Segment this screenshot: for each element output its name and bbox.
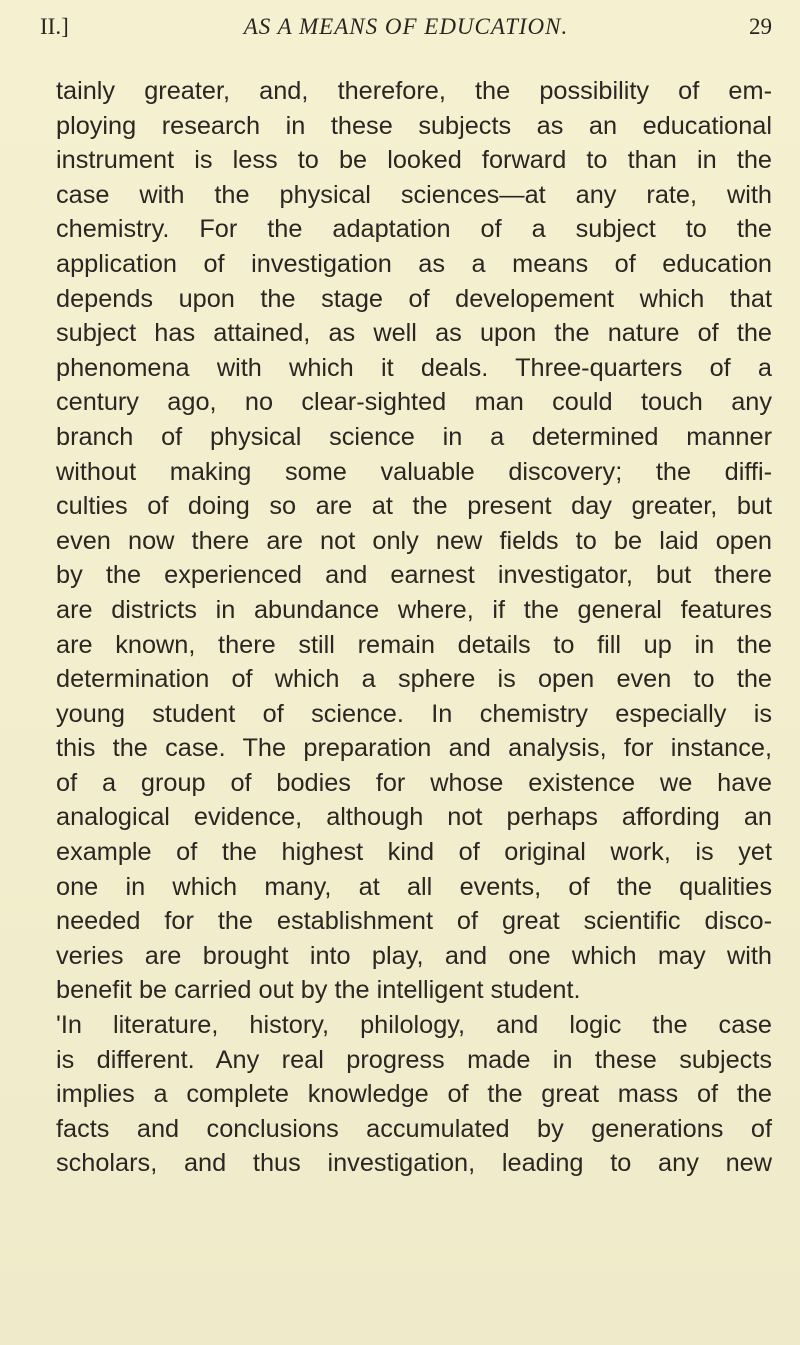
text-line: is different. Any real progress made in these subjects [56, 1045, 772, 1074]
text-line: branch of physical science in a determined manner [56, 422, 772, 451]
text-line: determination of which a sphere is open even to the [56, 665, 772, 694]
text-line: without making some valuable discovery; the diffi- [56, 457, 772, 486]
body-text [56, 74, 772, 1181]
text-line: by the experienced and earnest investigator, but there [56, 561, 772, 590]
running-head [40, 14, 772, 48]
text-line: facts and conclusions accumulated by generations of [56, 1114, 772, 1143]
paragraph-end-line: benefit be carried out by the intelligent student. [56, 976, 581, 1005]
text-line: this the case. The preparation and analysis, for instance, [56, 734, 772, 763]
text-line: tainly greater, and, therefore, the possibility of em- [56, 77, 772, 105]
text-line: application of investigation as a means of education [56, 249, 772, 278]
text-line: scholars, and thus investigation, leading to any new [56, 1149, 772, 1178]
chapter-number: II.] [40, 14, 69, 39]
text-line: culties of doing so are at the present day greater, but [56, 492, 772, 521]
text-line: analogical evidence, although not perhaps affording an [56, 803, 772, 832]
text-line: ploying research in these subjects as an educational [56, 111, 772, 140]
text-line: of a group of bodies for whose existence we have [56, 768, 772, 797]
text-line: young student of science. In chemistry especially is [56, 699, 772, 728]
text-line: phenomena with which it deals. Three-quarters of a [56, 353, 772, 382]
text-line: implies a complete knowledge of the great mass of the [56, 1080, 772, 1109]
text-line: veries are brought into play, and one which may with [56, 941, 772, 970]
text-line: needed for the establishment of great scientific disco- [56, 907, 772, 936]
text-line: subject has attained, as well as upon the nature of the [56, 319, 772, 348]
text-line: depends upon the stage of developement which that [56, 284, 772, 313]
text-line: instrument is less to be looked forward to than in the [56, 146, 772, 175]
text-line: are districts in abundance where, if the general features [56, 595, 772, 624]
paragraph-start-line: 'In literature, history, philology, and logic the case [56, 1011, 772, 1040]
text-line: case with the physical sciences—at any rate, with [56, 180, 772, 209]
text-line: even now there are not only new fields to be laid open [56, 526, 772, 555]
running-title: AS A MEANS OF EDUCATION. [243, 14, 569, 39]
page-number: 29 [749, 14, 772, 39]
text-line: are known, there still remain details to fill up in the [56, 630, 772, 659]
text-line: example of the highest kind of original work, is yet [56, 838, 772, 867]
text-line: century ago, no clear-sighted man could touch any [56, 388, 772, 417]
text-line: one in which many, at all events, of the qualities [56, 872, 772, 901]
text-line: chemistry. For the adaptation of a subject to the [56, 215, 772, 244]
